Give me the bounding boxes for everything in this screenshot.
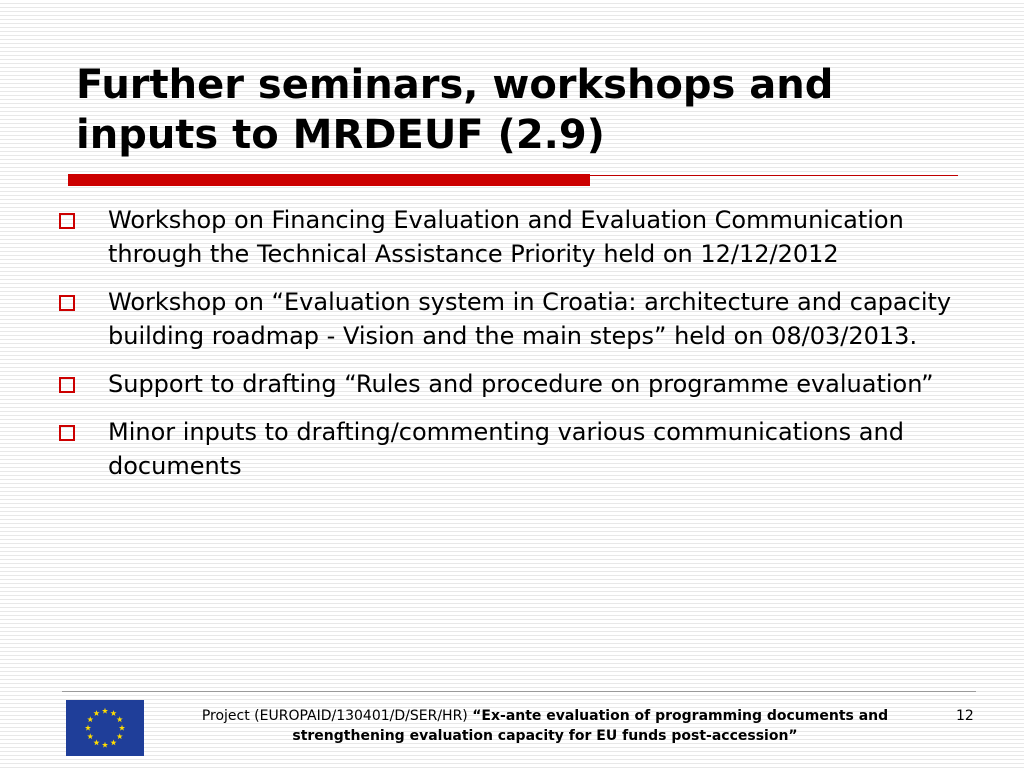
bullet-text: Support to drafting “Rules and procedure on programme evaluation” [108, 370, 934, 398]
bullet-text: Workshop on Financing Evaluation and Evaluation Communication through the Technical Assistance Priority held on 12/12/2012 [108, 206, 904, 268]
eu-flag-icon [66, 700, 144, 756]
hollow-square-bullet-icon [59, 213, 75, 229]
hollow-square-bullet-icon [59, 295, 75, 311]
page-number: 12 [956, 708, 974, 724]
hollow-square-bullet-icon [59, 425, 75, 441]
slide-title: Further seminars, workshops and inputs to MRDEUF (2.9) [76, 62, 834, 158]
hollow-square-bullet-icon [59, 377, 75, 393]
bullet-item [58, 367, 978, 401]
bullet-text: Minor inputs to drafting/commenting various communications and documents [108, 418, 904, 480]
title-underline-thick [68, 174, 590, 186]
bullet-item [58, 203, 978, 271]
bullet-list [58, 203, 978, 497]
bullet-text: Workshop on “Evaluation system in Croatia: architecture and capacity building roadmap - Vision and the main steps” held on 08/03/2013. [108, 288, 952, 350]
footer-project-label: Project (EUROPAID/130401/D/SER/HR) [201, 708, 468, 724]
footer-project-title: “Ex-ante evaluation of programming documents and strengthening evaluation capacity for EU funds post-accession” [292, 708, 889, 744]
bullet-item [58, 415, 978, 483]
bullet-item [58, 285, 978, 353]
footer-divider [62, 691, 976, 692]
footer-project-info [150, 706, 940, 746]
